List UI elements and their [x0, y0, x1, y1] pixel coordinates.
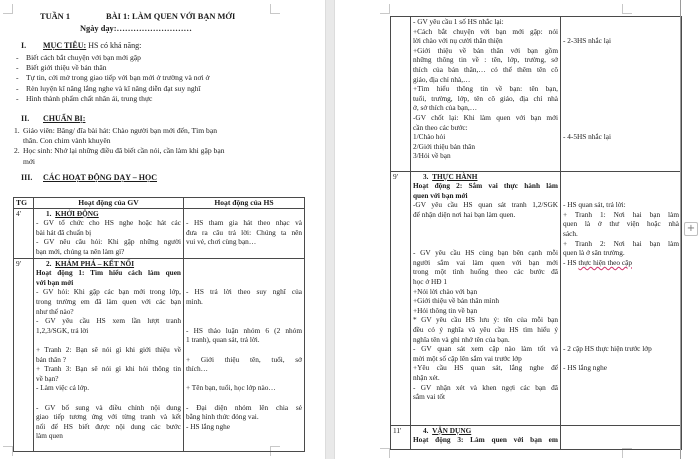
column-header-time: TG — [14, 198, 34, 209]
activity-line: lời chào với nụ cười thân thiện — [413, 36, 503, 46]
page-corner-mark — [3, 446, 13, 456]
activity-line: trong một tình huống theo các bước đã — [413, 267, 558, 277]
activity-title: Hoạt động 3: Làm quen với bạn em — [413, 435, 558, 445]
activity-line: giao tiếp tương ứng với từng tranh và kết — [36, 412, 181, 422]
time-cell — [391, 17, 411, 172]
activity-line: - HS tham gia hát theo nhạc và — [186, 218, 302, 228]
activity-line: -GV chốt lại: Khi làm quen với bạn mới — [413, 112, 558, 122]
blank-line — [36, 393, 181, 403]
section-preparation-heading: II. CHUẨN BỊ: — [21, 114, 86, 123]
student-activity-cell — [184, 208, 305, 258]
student-activity-cell — [184, 258, 305, 451]
activity-line: cần theo các bước: — [413, 122, 468, 132]
activity-line: - HS trả lời theo suy nghĩ của — [186, 287, 302, 297]
week-label: TUẦN 1 — [40, 12, 71, 21]
section-objectives-heading: I. MỤC TIÊU: HS có khả năng: — [21, 41, 142, 50]
blank-line — [186, 393, 302, 403]
activity-line: sách. — [563, 229, 578, 239]
activity-heading: 4. VẬN DỤNG — [423, 425, 472, 435]
activity-line: quen là ở sân trường. — [563, 248, 625, 258]
blank-line — [563, 354, 679, 364]
activity-line: + Giới thiệu tên, tuổi, sở — [186, 354, 302, 364]
page-gutter — [325, 0, 335, 459]
table-header-row — [14, 198, 305, 209]
activity-heading: 2. KHÁM PHÁ – KẾT NỐI — [46, 258, 135, 268]
blank-line — [563, 84, 679, 94]
objective-item: - Biết giới thiệu về bản thân — [16, 63, 107, 73]
date-line: Ngày dạy:……………………… — [80, 24, 192, 33]
activity-line: bản thân ? — [36, 354, 66, 364]
activity-line: - HS thảo luận nhóm 6 (2 nhóm — [186, 325, 302, 335]
blank-line — [563, 325, 679, 335]
activity-heading: 1. KHỞI ĐỘNG — [46, 208, 99, 218]
activity-line: bằng hình thức đóng vai. — [186, 412, 259, 422]
blank-line — [186, 209, 302, 219]
page-corner-mark — [380, 448, 390, 458]
activity-line: +Nói lời chào với bạn — [413, 286, 478, 296]
activity-line: - GV hỏi: Khi gặp các bạn mới trong lớp, — [36, 287, 181, 297]
blank-line — [563, 267, 679, 277]
blank-line — [413, 402, 558, 412]
activity-line: những thông tin về : tên, lớp, trường, sở — [413, 55, 558, 65]
window-edge-divider — [680, 0, 681, 459]
blank-line — [563, 55, 679, 65]
blank-line — [186, 268, 302, 278]
objective-item: - Biết cách bắt chuyện với bạn mới gặp — [16, 53, 141, 62]
activity-line: bài hát đã chuẩn bị — [36, 227, 92, 237]
activity-line: sắm vai tốt — [413, 392, 446, 402]
activity-line: về bạn? — [36, 373, 59, 383]
activity-line: 3/Hỏi về bạn — [413, 151, 451, 161]
activity-line: nhận xét. — [413, 372, 440, 382]
preparation-list — [14, 126, 284, 167]
activity-line: 2/Giới thiệu bản thân — [413, 141, 476, 151]
activity-line: -GV yêu cầu HS quan sát tranh 1,2/SGK — [413, 200, 558, 210]
preparation-item: 1. Giáo viên: Băng/ đĩa bài hát: Chào người bạn mới đến, Tìm bạn thân. Con chim vành khuyên — [14, 126, 218, 146]
activity-line: - GV yêu cầu HS cùng bạn bên cạnh mỗi — [413, 248, 558, 258]
blank-line — [563, 296, 679, 306]
preparation-item: 2. Học sinh: Nhớ lại những điều đã biết cần nói, cần làm khi gặp bạn mới — [14, 146, 225, 166]
activity-line: - GV tổ chức cho HS nghe hoặc hát các — [36, 218, 181, 228]
activity-line: 1,2,3/SGK, trả lời — [36, 325, 89, 335]
activity-line: + Tranh 2: Bạn sẽ nói gì khi giới thiệu về — [36, 344, 181, 354]
activity-line: * GV yêu cầu HS lưu ý: tên của mỗi bạn — [413, 315, 558, 325]
table-row — [391, 171, 682, 425]
table-row — [391, 17, 682, 172]
activity-line: - Đại diện nhóm lên chia sẻ — [186, 402, 302, 412]
student-activity-cell — [561, 425, 682, 449]
blank-line — [563, 75, 679, 85]
page-corner-mark — [622, 448, 632, 458]
activity-line: - HS lắng nghe — [186, 421, 230, 431]
activity-line: +Hỏi thông tin về bạn — [413, 305, 478, 315]
blank-line — [186, 374, 302, 384]
blank-line — [36, 335, 181, 345]
blank-line — [186, 278, 302, 288]
activity-line: ở, sở thích của bạn,… — [413, 103, 478, 113]
activity-line: - GV yêu cầu HS xem lần lượt tranh — [36, 316, 181, 326]
table-row — [391, 425, 682, 449]
add-button[interactable]: + — [684, 222, 698, 236]
document-page-left — [0, 0, 325, 459]
blank-line — [563, 17, 679, 27]
document-page-right — [335, 0, 700, 459]
activity-line: + Tranh 3: Bạn sẽ nói gì khi hỏi thông tin — [36, 364, 181, 374]
column-header-teacher: Hoạt động của GV — [34, 198, 184, 209]
activity-line: trong trường em đã làm quen với các bạn — [36, 296, 181, 306]
activity-line: tuổi, trường, lớp, tên cô giáo, địa chỉ nhà — [413, 93, 558, 103]
activity-line: đều có ý nghĩa và yêu cầu HS tìm hiểu ý — [413, 325, 558, 334]
activity-line: bạn mới, chúng ta nên làm gì? — [36, 246, 125, 256]
time-cell: 11' — [391, 425, 411, 449]
blank-line — [186, 316, 302, 326]
activity-line: - GV quan sát xem cặp nào làm tốt và — [413, 344, 558, 354]
student-activity-cell — [561, 171, 682, 425]
activity-line: - HS lắng nghe — [563, 363, 607, 373]
activity-line: + Tranh 2: Nơi hai bạn làm — [563, 238, 679, 248]
blank-line — [563, 103, 679, 113]
activity-line: người sắm vai làm quen với bạn mới — [413, 257, 558, 267]
activity-line: + Tên bạn, tuổi, học lớp nào… — [186, 383, 276, 393]
activity-line: +Giới thiệu về bản thân mình — [413, 296, 499, 306]
blank-line — [186, 259, 302, 269]
activity-line: - 2 cặp HS thực hiện trước lớp — [563, 344, 652, 354]
objective-item: - Hình thành phẩm chất nhân ái, trung thực — [16, 93, 153, 103]
blank-line — [563, 306, 679, 316]
page-corner-mark — [3, 4, 13, 14]
activity-line: học ở HĐ 1 — [413, 277, 448, 287]
teacher-activity-cell — [411, 425, 561, 449]
objectives-list — [16, 53, 210, 104]
blank-line — [563, 315, 679, 325]
activity-line: - GV nhận xét và khen ngợi các bạn đã — [413, 382, 558, 392]
activity-line: để nhận diện nơi hai bạn làm quen. — [413, 209, 516, 219]
blank-line — [186, 307, 302, 317]
blank-line — [563, 335, 679, 345]
blank-line — [563, 94, 679, 104]
table-row — [14, 258, 305, 451]
activity-line: + Tranh 1: Nơi hai bạn làm — [563, 209, 679, 219]
activity-line: +Tìm hiểu thông tin về bạn: tên bạn, — [413, 84, 558, 94]
activity-title: Hoạt động 1: Tìm hiểu cách làm quen — [36, 268, 181, 278]
lesson-plan-table — [13, 197, 305, 452]
blank-line — [563, 277, 679, 287]
activity-title: với bạn mới — [36, 277, 74, 287]
activity-line: - 4-5HS nhắc lại — [563, 132, 612, 142]
blank-line — [563, 191, 679, 201]
activity-line: +Cách bắt chuyện với bạn mới gặp: nói — [413, 26, 558, 36]
page-corner-mark — [270, 4, 280, 14]
activity-heading: 3. THỰC HÀNH — [423, 171, 478, 181]
blank-line — [413, 161, 558, 171]
activity-line: nối để HS biết được nội dung các bước — [36, 421, 181, 431]
blank-line — [563, 181, 679, 191]
activity-line: giáo, địa chỉ nhà,… — [413, 74, 471, 84]
activity-line: thích… — [186, 364, 208, 374]
blank-line — [186, 345, 302, 355]
blank-line — [563, 27, 679, 37]
activity-title: Hoạt động 2: Sắm vai thực hành làm — [413, 181, 558, 191]
page-corner-mark — [380, 4, 390, 14]
objective-item: - Tự tin, cởi mở trong giao tiếp với bạn mới ở trường và nơi ở — [16, 73, 210, 83]
activity-line: - Làm việc cả lớp. — [36, 383, 90, 393]
activity-line: +Yêu cầu HS quan sát, lắng nghe để — [413, 363, 558, 373]
blank-line — [563, 65, 679, 75]
activity-line: 1/Chào hỏi — [413, 132, 446, 142]
teacher-activity-cell — [411, 171, 561, 425]
section-activities-heading: III. CÁC HOẠT ĐỘNG DẠY – HỌC — [21, 173, 158, 182]
activity-line: làm quen — [36, 431, 63, 441]
lesson-plan-table-continued — [390, 16, 682, 450]
time-cell: 9' — [391, 171, 411, 425]
objective-item: - Rèn luyện kĩ năng lắng nghe và kĩ năng diễn đạt suy nghĩ — [16, 83, 201, 93]
activity-line: đưa ra câu trả lời: Chúng ta nên — [186, 227, 302, 237]
blank-line — [563, 287, 679, 297]
activity-line: 1 tranh), quan sát, trả lời. — [186, 335, 260, 345]
table-row — [14, 208, 305, 258]
time-cell: 9' — [14, 258, 34, 451]
activity-line: - HS quan sát, trả lời: — [563, 200, 626, 210]
teacher-activity-cell — [34, 208, 184, 258]
activity-line: thích của bản thân,… có thể thêm tên cô — [413, 64, 558, 74]
activity-line: - GV bổ sung và điều chỉnh nội dung — [36, 402, 181, 412]
student-activity-cell — [561, 17, 682, 172]
blank-line — [563, 172, 679, 182]
activity-line: +Giới thiệu về bản thân với bạn gồm — [413, 45, 558, 55]
blank-line — [563, 123, 679, 133]
activity-line: mời một số cặp lên sắm vai trước lớp — [413, 353, 522, 363]
activity-line: - GV yêu cầu 1 số HS nhắc lại: — [413, 17, 504, 26]
blank-line — [413, 239, 558, 249]
teacher-activity-cell — [411, 17, 561, 172]
activity-line: - 2-3HS nhắc lại — [563, 36, 612, 46]
activity-line: như thế nào? — [36, 306, 74, 316]
activity-line: mình. — [186, 296, 203, 306]
blank-line — [413, 219, 558, 229]
column-header-student: Hoạt động của HS — [184, 198, 305, 209]
blank-line — [413, 229, 558, 239]
activity-line: vui vẻ, chơi cùng bạn… — [186, 237, 257, 247]
time-cell: 4' — [14, 208, 34, 258]
student-activity-line: - HS thực hiện theo cặp — [563, 257, 632, 267]
activity-title: quen với bạn mới — [413, 190, 468, 200]
blank-line — [563, 113, 679, 123]
activity-line: nghĩa tên và ghi nhớ tên của bạn. — [413, 334, 510, 344]
page-corner-mark — [622, 4, 632, 14]
teacher-activity-cell — [34, 258, 184, 451]
activity-line: quen là ở thư viện hoặc nhà — [563, 219, 679, 229]
activity-line: - GV nêu câu hỏi: Khi gặp những người — [36, 237, 181, 247]
blank-line — [563, 46, 679, 56]
lesson-title: BÀI 1: LÀM QUEN VỚI BẠN MỚI — [106, 12, 236, 21]
